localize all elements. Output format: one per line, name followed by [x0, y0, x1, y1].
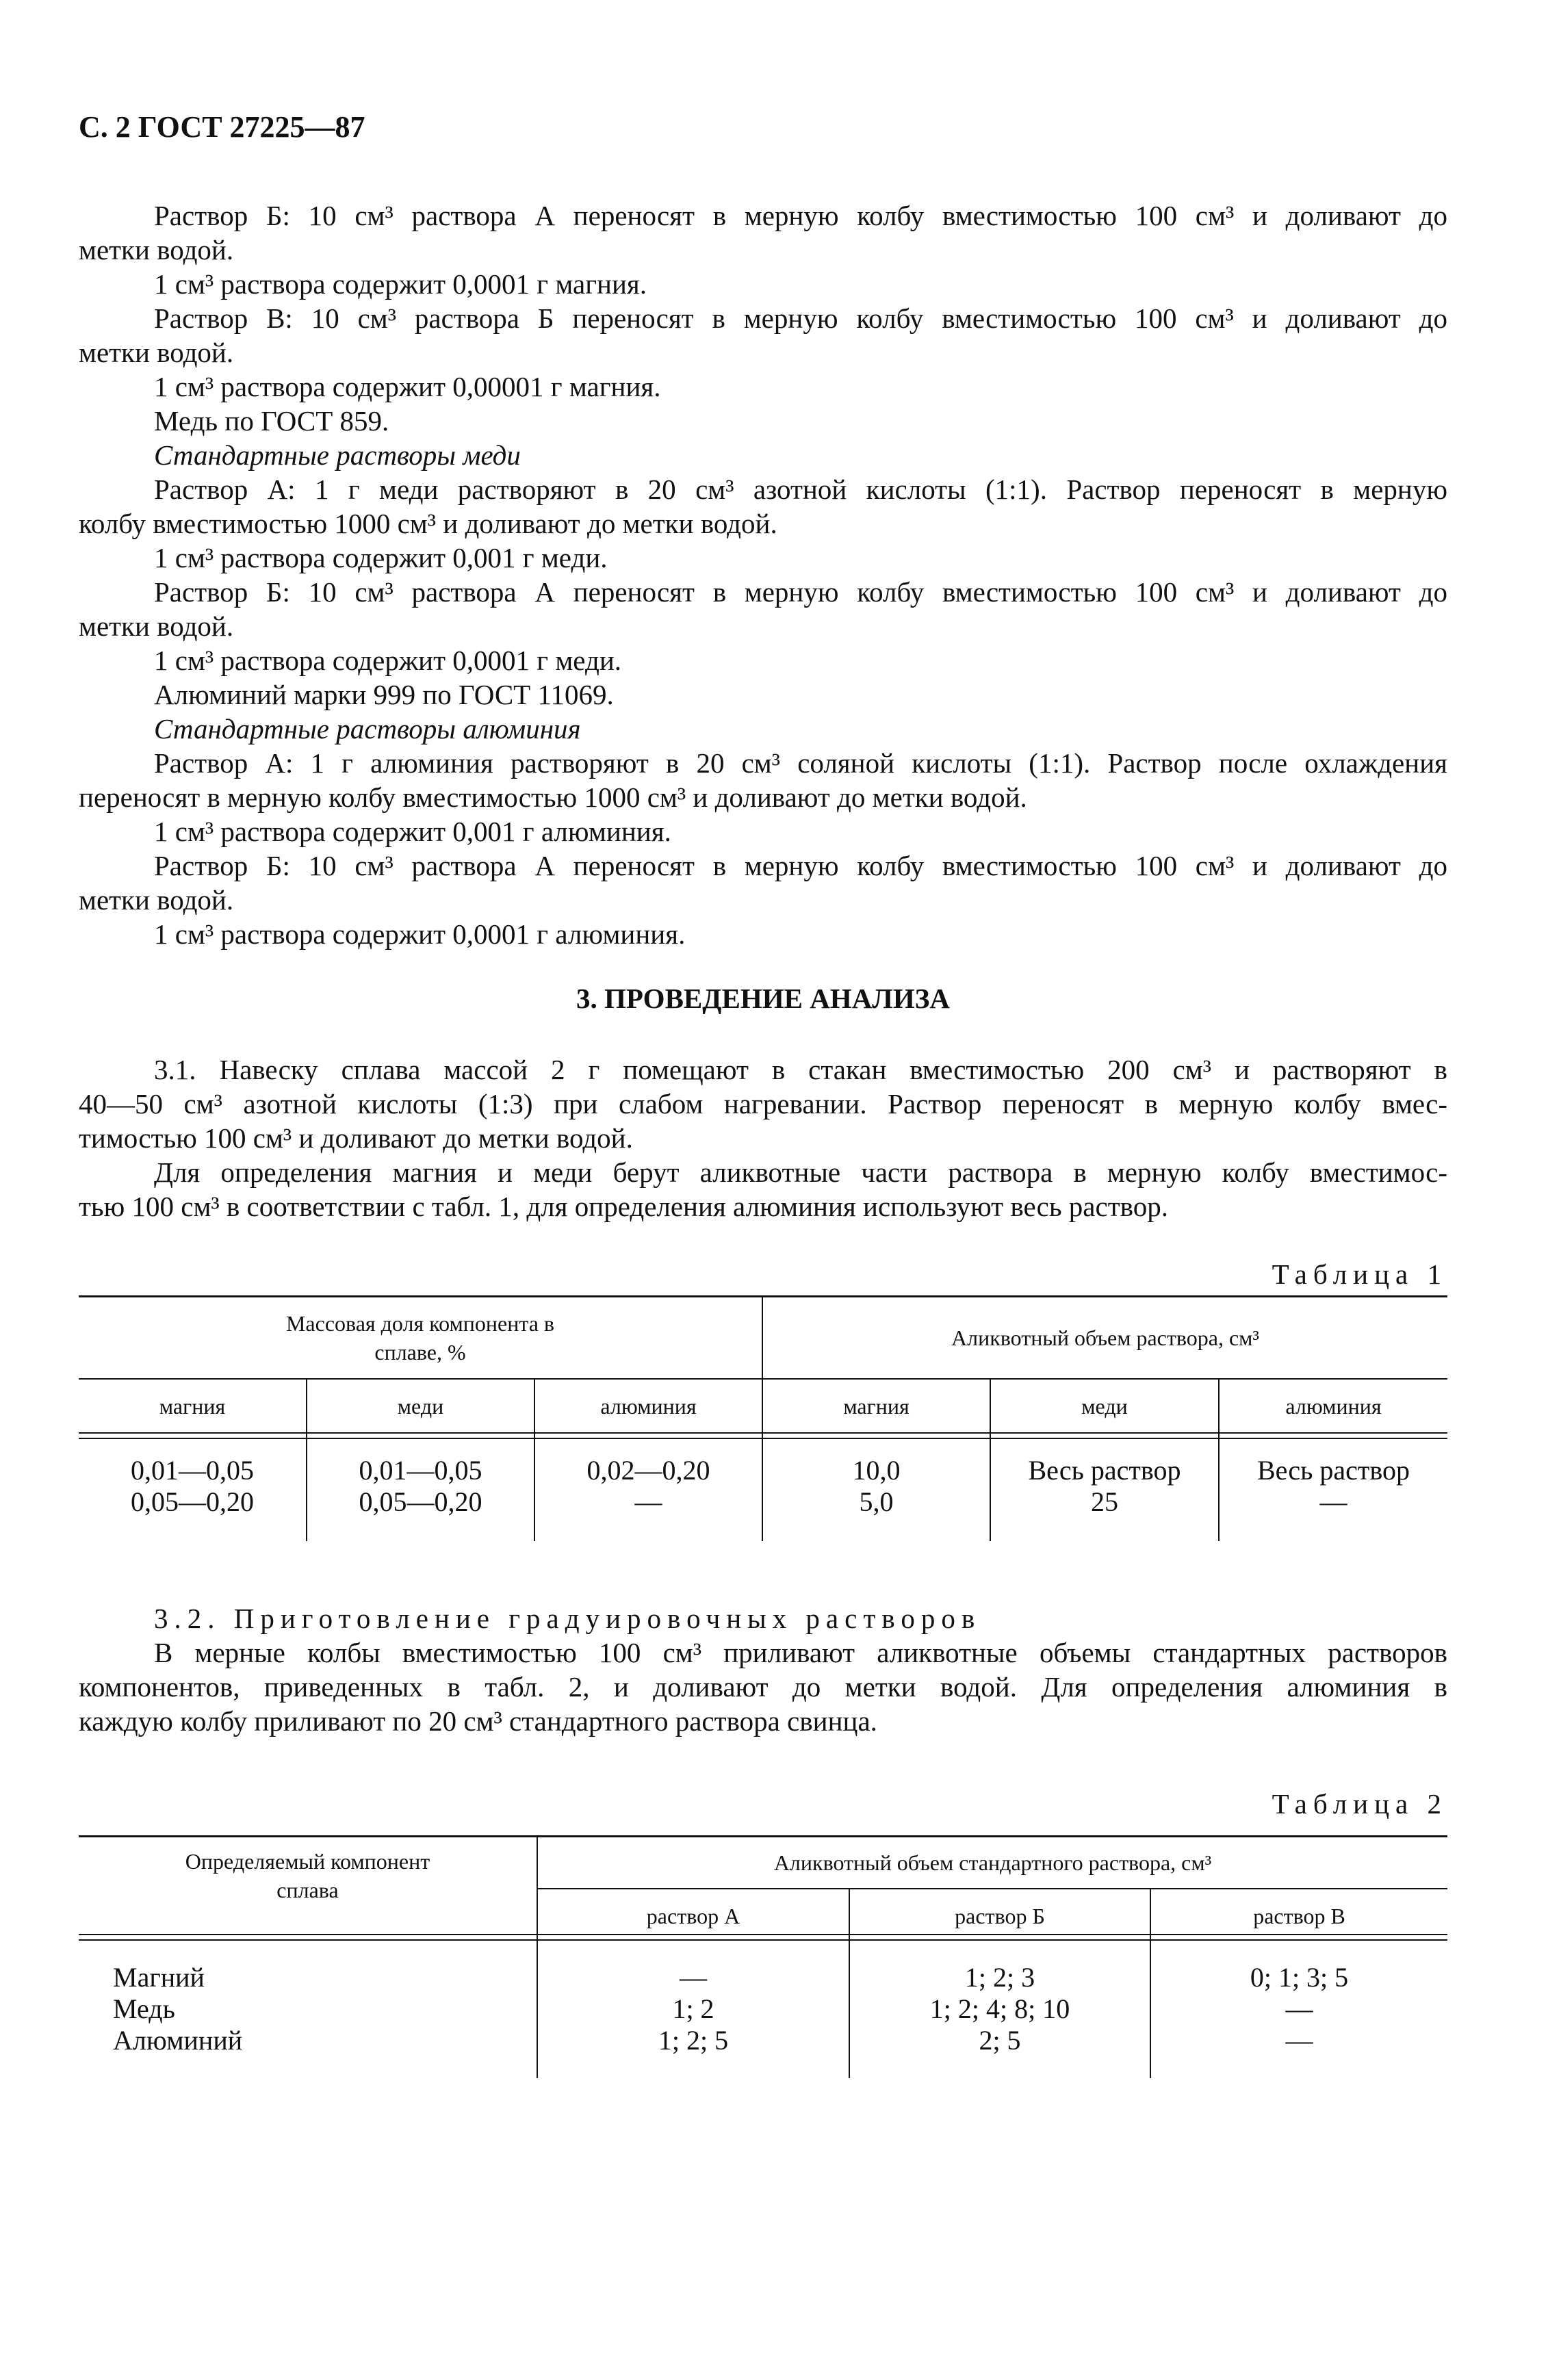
paragraph: Раствор В: 10 см³ раствора Б переносят в мерную колбу вместимостью 100 см³ и доливают до: [154, 302, 1447, 334]
paragraph: метки водой.: [79, 234, 234, 266]
paragraph: Алюминий марки 999 по ГОСТ 11069.: [154, 679, 614, 710]
paragraph: Медь по ГОСТ 859.: [154, 405, 389, 437]
paragraph: Раствор Б: 10 см³ раствора А переносят в мерную колбу вместимостью 100 см³ и доливают до: [154, 576, 1447, 608]
table1: [79, 1297, 1447, 1541]
paragraph: 1 см³ раствора содержит 0,00001 г магния.: [154, 371, 661, 402]
paragraph: 3.1. Навеску сплава массой 2 г помещают в стакан вместимостью 200 см³ и растворяют в: [154, 1054, 1447, 1085]
subheading: Стандартные растворы алюминия: [154, 713, 581, 745]
paragraph: 1 см³ раствора содержит 0,001 г алюминия.: [154, 816, 671, 847]
table-cell: 1; 2; 3 1; 2; 4; 8; 10 2; 5: [849, 1943, 1150, 2078]
subsection-heading: 3.2. Приготовление градуировочных растворов: [154, 1603, 981, 1634]
table1-col-header: алюминия: [534, 1379, 762, 1433]
table1-col-header: магния: [79, 1379, 307, 1433]
paragraph: 1 см³ раствора содержит 0,0001 г алюминия.: [154, 918, 686, 950]
table-cell: — 1; 2 1; 2; 5: [537, 1943, 849, 2078]
table-cell: 0,02—0,20 —: [534, 1433, 762, 1541]
table2-group-header: Аликвотный объем стандартного раствора, см³: [537, 1837, 1447, 1889]
paragraph: метки водой.: [79, 337, 234, 368]
paragraph: метки водой.: [79, 610, 234, 642]
paragraph: Раствор Б: 10 см³ раствора А переносят в мерную колбу вместимостью 100 см³ и доливают до: [154, 850, 1447, 881]
table1-col-header: меди: [307, 1379, 534, 1433]
paragraph: Для определения магния и меди берут аликвотные части раствора в мерную колбу вместимос-: [154, 1156, 1447, 1188]
paragraph: 1 см³ раствора содержит 0,0001 г меди.: [154, 645, 622, 676]
table1-col-header: меди: [990, 1379, 1219, 1433]
table-cell: Весь раствор —: [1256, 1455, 1410, 1517]
paragraph: Раствор А: 1 г меди растворяют в 20 см³ азотной кислоты (1:1). Раствор переносят в мерную: [154, 474, 1447, 505]
table-cell: 10,0 5,0: [762, 1433, 990, 1541]
paragraph: каждую колбу приливают по 20 см³ стандартного раствора свинца.: [79, 1705, 877, 1737]
table2-col-header: Определяемый компонент сплава: [79, 1837, 537, 1943]
table-cell: 0,01—0,05 0,05—0,20: [307, 1433, 534, 1541]
paragraph: колбу вместимостью 1000 см³ и доливают до метки водой.: [79, 508, 777, 539]
table2-col-header: раствор Б: [849, 1889, 1150, 1943]
page-header: С. 2 ГОСТ 27225—87: [79, 110, 365, 144]
table1-group-header: Массовая доля компонента в сплаве, %: [79, 1297, 762, 1379]
table2-caption: Таблица 2: [1272, 1788, 1447, 1820]
paragraph: В мерные колбы вместимостью 100 см³ приливают аликвотные объемы стандартных растворов: [154, 1637, 1447, 1668]
table1-col-header: алюминия: [1285, 1394, 1382, 1419]
subheading: Стандартные растворы меди: [154, 439, 521, 471]
table1-col-header: магния: [762, 1379, 990, 1433]
paragraph: тью 100 см³ в соответствии с табл. 1, для определения алюминия используют весь раствор.: [79, 1191, 1168, 1222]
paragraph: 1 см³ раствора содержит 0,0001 г магния.: [154, 268, 647, 300]
paragraph: Раствор А: 1 г алюминия растворяют в 20 см³ соляной кислоты (1:1). Раствор после охлаждения: [154, 747, 1447, 779]
paragraph: тимостью 100 см³ и доливают до метки водой.: [79, 1122, 633, 1154]
paragraph: Раствор Б: 10 см³ раствора А переносят в мерную колбу вместимостью 100 см³ и доливают до: [154, 200, 1447, 231]
table2-col-header: раствор В: [1253, 1903, 1345, 1928]
paragraph: компонентов, приведенных в табл. 2, и доливают до метки водой. Для определения алюминия в: [79, 1671, 1447, 1703]
table1-caption: Таблица 1: [1272, 1258, 1447, 1290]
table2-col-header: раствор А: [537, 1889, 849, 1943]
table2: [79, 1837, 1447, 2078]
paragraph: 1 см³ раствора содержит 0,001 г меди.: [154, 542, 608, 573]
table-cell: 0; 1; 3; 5 — —: [1250, 1962, 1349, 2056]
table-cell: 0,01—0,05 0,05—0,20: [79, 1433, 307, 1541]
paragraph: переносят в мерную колбу вместимостью 1000 см³ и доливают до метки водой.: [79, 781, 1027, 813]
paragraph: метки водой.: [79, 884, 234, 916]
section-title: 3. ПРОВЕДЕНИЕ АНАЛИЗА: [576, 983, 950, 1014]
paragraph: 40—50 см³ азотной кислоты (1:3) при слабом нагревании. Раствор переносят в мерную колбу вмес-: [79, 1088, 1447, 1120]
table1-group-header: Аликвотный объем раствора, см³: [762, 1297, 1447, 1379]
table-cell: Магний Медь Алюминий: [79, 1943, 537, 2078]
table-cell: Весь раствор 25: [990, 1433, 1219, 1541]
